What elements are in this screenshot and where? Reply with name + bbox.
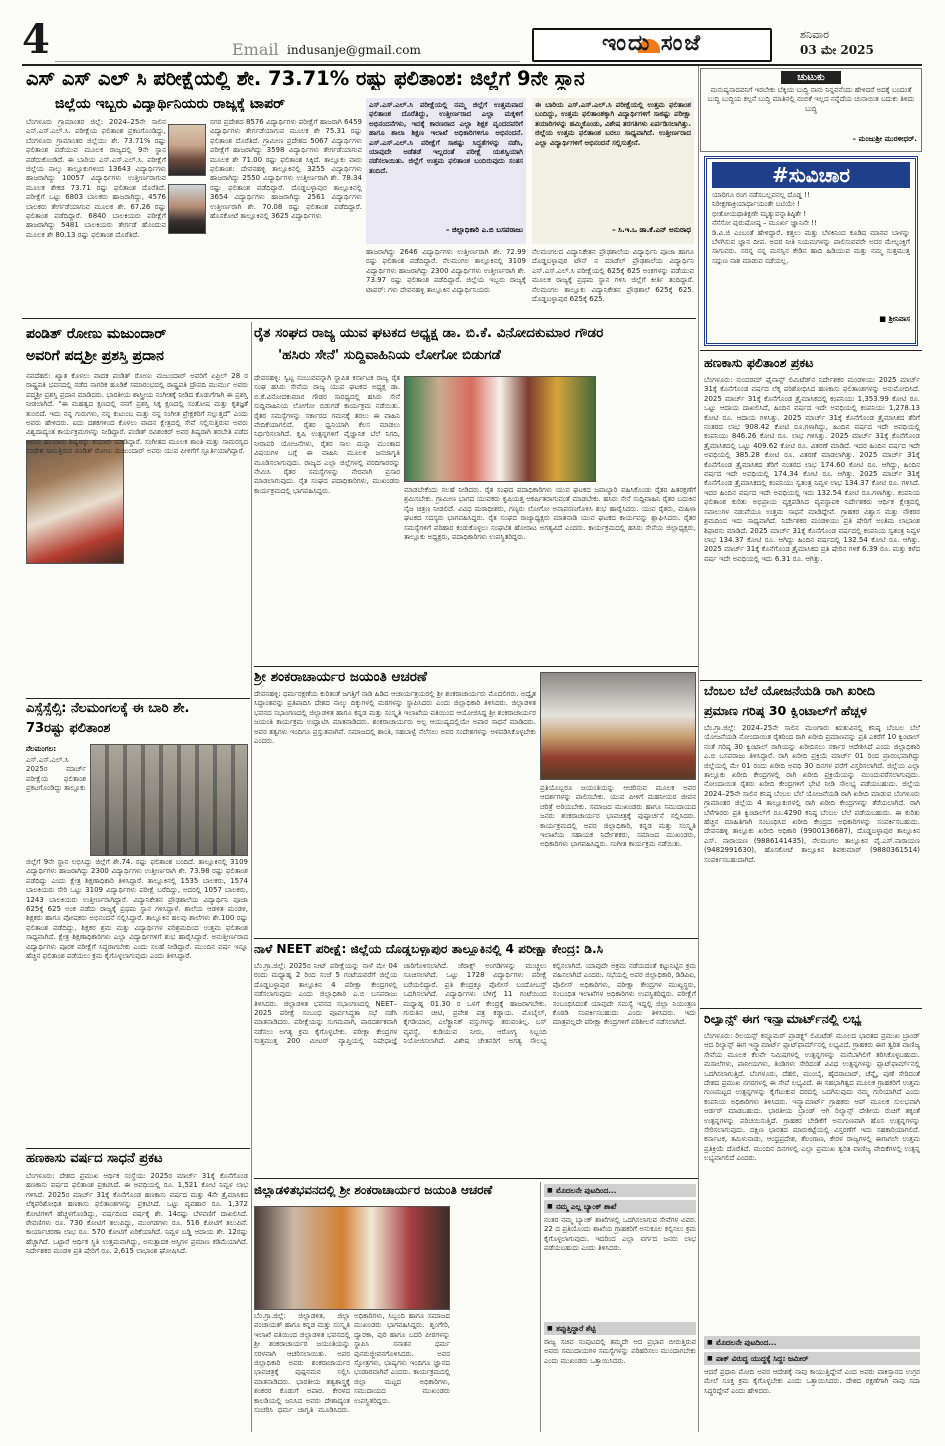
suvichara-title: #ಸುವಿಚಾರ	[712, 162, 910, 188]
neet-body: ಬೆಂ.ಗ್ರಾ.ಜಿಲ್ಲೆ: 2025ರ ನೀಟ್ ಪರೀಕ್ಷೆಯನ್ನು ನಾಳೆ ಮೇ 04 ರಂದು ಮಧ್ಯಾಹ್ನ 2 ರಿಂದ ಸಂಜೆ 5 ಗಂಟೆಯವರೆಗೆ ಜಿಲ್ಲೆಯ ದೊಡ್ಡಬಳ್ಳಾಪುರ ತಾಲ್ಲೂಕಿನ 4 ಪರೀಕ್ಷಾ ಕೇಂದ್ರಗಳಲ್ಲಿ ನಡೆಸಲಾಗುವುದು ಎಂದು ಜಿಲ್ಲಾಧಿಕಾರಿ ಎ.ಬಿ ಬಸವರಾಜು ತಿಳಿಸಿದರು. ಜಿಲ್ಲಾಡಳಿತ ಭವನದ ಸಭಾಂಗಣದಲ್ಲಿ NEET–2025 ಪರೀಕ್ಷೆ ಸಂಬಂಧ ಪೂರ್ವಸಿದ್ಧತಾ ಸಭೆ ನಡೆಸಿ ಮಾತನಾಡಿದರು. ಪರೀಕ್ಷೆಯನ್ನು ಸುಗಮವಾಗಿ, ಪಾರದರ್ಶಕವಾಗಿ ನಡೆಸಲು ಅಗತ್ಯ ಕ್ರಮ ಕೈಗೊಳ್ಳಬೇಕು. ಪರೀಕ್ಷಾ ಕೇಂದ್ರಗಳ ಸುತ್ತಮುತ್ತ 200 ಮೀಟರ್ ವ್ಯಾಪ್ತಿಯಲ್ಲಿ ನಿಷೇಧಾಜ್ಞೆ ಜಾರಿಗೊಳಿಸಲಾಗಿದೆ. ಜೆರಾಕ್ಸ್ ಅಂಗಡಿಗಳನ್ನು ಮುಚ್ಚಲು ಸೂಚಿಸಲಾಗಿದೆ. ಒಟ್ಟು 1728 ವಿದ್ಯಾರ್ಥಿಗಳು ಪರೀಕ್ಷೆ ಬರೆಯಲಿದ್ದಾರೆ. ಪ್ರತಿ ಕೇಂದ್ರಕ್ಕೂ ಪೊಲೀಸ್ ಬಂದೋಬಸ್ತ್ ಒದಗಿಸಲಾಗಿದೆ. ವಿದ್ಯಾರ್ಥಿಗಳು ಬೆಳಿಗ್ಗೆ 11 ಗಂಟೆಯಿಂದ ಮಧ್ಯಾಹ್ನ 01.30 ರ ಒಳಗೆ ಕೇಂದ್ರಕ್ಕೆ ಹಾಜರಾಗಬೇಕು. ಗುರುತಿನ ಚೀಟಿ, ಪ್ರವೇಶ ಪತ್ರ ಕಡ್ಡಾಯ. ಮೊಬೈಲ್, ಕೈಗಡಿಯಾರ, ಎಲೆಕ್ಟ್ರಾನಿಕ್ ವಸ್ತುಗಳನ್ನು ತರುವಂತಿಲ್ಲ. ಬಸ್ ವ್ಯವಸ್ಥೆ, ಕುಡಿಯುವ ನೀರು, ಆರೋಗ್ಯ ಸಿಬ್ಬಂದಿ ನಿಯೋಜಿಸಲಾಗಿದೆ. ವಿಶೇಷ ಚೇತನರಿಗೆ ಅಗತ್ಯ ಸೌಲಭ್ಯ ಕಲ್ಪಿಸಲಾಗಿದೆ. ಯಾವುದೇ ಅಕ್ರಮ ನಡೆಯದಂತೆ ಕಟ್ಟುನಿಟ್ಟಿನ ಕ್ರಮ ವಹಿಸಲಾಗಿದೆ ಎಂದರು. ಸಭೆಯಲ್ಲಿ ಅಪರ ಜಿಲ್ಲಾಧಿಕಾರಿ, ಡಿಡಿಪಿಐ, ಪೊಲೀಸ್ ಅಧಿಕಾರಿಗಳು, ಪರೀಕ್ಷಾ ಕೇಂದ್ರಗಳ ಮುಖ್ಯಸ್ಥರು, ಸಂಬಂಧಿತ ಇಲಾಖೆಗಳ ಅಧಿಕಾರಿಗಳು ಉಪಸ್ಥಿತರಿದ್ದರು. ಪರೀಕ್ಷೆಗೆ ಸಂಬಂಧಿಸಿದಂತೆ ಯಾವುದೇ ಸಮಸ್ಯೆ ಇದ್ದಲ್ಲಿ ಜಿಲ್ಲಾ ನಿಯಂತ್ರಣ ಕೊಠಡಿ ಸಂಪರ್ಕಿಸಬಹುದು ಎಂದು ತಿಳಿಸಿದರು. ಇದು ಮಾತ್ರವಲ್ಲದೇ ಪರೀಕ್ಷಾ ಕೇಂದ್ರಗಳಿಗೆ ಪರಿಶೀಲನೆ ನಡೆಸಲಾಗಿದೆ.	[254, 962, 696, 1046]
ragi-headline-1: ಬೆಂಬಲ ಬೆಲೆ ಯೋಜನೆಯಡಿ ರಾಗಿ ಖರೀದಿ	[704, 684, 876, 698]
email-label: Email	[232, 40, 279, 59]
suvichara-body: ಡಿ.ವಿ.ಜಿ ಎಂಬಂತೆ ಹೇಳಿದ್ದಾರೆ. ಕತ್ತಲು ಮತ್ತು ಬೆಳಕಿನಿಂದ ಕೂಡಿದ ಮಾನವ ಬಾಳನ್ನು ಬೆಳಗಿಸುವ ಜ್ಞಾನ ದೀಪ. ಅದರ ನೀತಿ ನಿಯಮಗಳನ್ನು ಪಾಲಿಸುವವರೇ ಅದರ ಮೇಲ್ಪಂಕ್ತಿಗೆ ಸಾಗುವರು. ನರನ್ನ ನನ್ನ ಮನಸ್ಸಿನ ಕೇಡಿನ ಹಾದಿ ಹಿಡಿಯುವ ಮತ್ತು ನಮ್ಮ ಸುತ್ತಮುತ್ತ ಸದ್ಗುಣ ನಾಶ ಮಾಡುವ ನಡೆಯಲ್ಲ.	[712, 228, 910, 265]
shankara-event-photo	[540, 672, 696, 780]
ragi-headline-2: ಪ್ರಮಾಣ ಗರಿಷ್ಠ 30 ಕ್ವಿಂಟಾಲ್‌ಗೆ ಹೆಚ್ಚಳ	[704, 704, 867, 718]
lead-col3: ಹಾಜರಾಗಿದ್ದು 2646 ವಿದ್ಯಾರ್ಥಿಗಳು ಉತ್ತೀರ್ಣರಾಗಿ ಶೇ. 72.99 ರಷ್ಟು ಫಲಿತಾಂಶ ಪಡೆದಿದ್ದಾರೆ. ನೆಲಮಂಗಲ ತಾಲ್ಲೂಕಿನಲ್ಲಿ 3109 ವಿದ್ಯಾರ್ಥಿಗಳು ಹಾಜರಾಗಿದ್ದು 2300 ವಿದ್ಯಾರ್ಥಿಗಳು ಉತ್ತೀರ್ಣರಾಗಿ ಶೇ. 73.97 ರಷ್ಟು ಫಲಿತಾಂಶ ಪಡೆದಿದ್ದಾರೆ. ಜಿಲ್ಲೆಯ ಇಬ್ಬರು ರಾಜ್ಯಕ್ಕೆ ಟಾಪರ್: ಗಳು ದೇವನಹಳ್ಳಿ ತಾಲ್ಲೂಕಿನ ವಿದ್ಯಾರ್ಥಿನಿಯರು	[366, 248, 526, 294]
raitha-headline-2: 'ಹಸಿರು ಸೇನೆ' ಸುದ್ದಿವಾಹಿನಿಯ ಲೋಗೋ ಬಿಡುಗಡೆ	[278, 348, 501, 363]
bullet-pak-war-body: ಆದರೆ ಪ್ರಧಾನಿ ಮೋದಿ ಅವರ ಆದೇಶಕ್ಕೆ ನಾವು ಕಾಯುತ್ತಿದ್ದೇವೆ ಎಂದ ಅವರು ಪಾಕಿಸ್ತಾನದ ಉಗ್ರರ ಮೇಲೆ ಸೂಕ್ತ ಕ್ರಮ ಕೈಗೊಳ್ಳಬೇಕು ಎಂದು ಒತ್ತಾಯಿಸಿದರು. ದೇಶದ ರಕ್ಷಣೆಗಾಗಿ ನಾವು ಸದಾ ಸಿದ್ಧರಿದ್ದೇವೆ ಎಂದು ಹೇಳಿದರು.	[704, 1368, 920, 1395]
shankara-body: ದೇವನಹಳ್ಳಿ: ಧರ್ಮರಕ್ಷಣೆಯ ಕುರಿತಂತೆ ಜಗತ್ತಿಗೆ ನಾಡಿ ಹಿಡಿದ ಆಚಾರ್ಯತ್ರಯರಲ್ಲಿ ಶ್ರೀ ಶಂಕರಾಚಾರ್ಯರು ಮೊದಲಿಗರು. ಅದ್ವೈತ ಸಿದ್ಧಾಂತವನ್ನು ಪ್ರತಿಪಾದಿಸಿ ದೇಶದ ನಾಲ್ಕು ದಿಕ್ಕುಗಳಲ್ಲಿ ಮಠಗಳನ್ನು ಸ್ಥಾಪಿಸಿದರು ಎಂದು ಜಿಲ್ಲಾಧಿಕಾರಿ ತಿಳಿಸಿದರು. ಜಿಲ್ಲಾಡಳಿತ ಭವನದ ಸಭಾಂಗಣದಲ್ಲಿ ಜಿಲ್ಲಾಡಳಿತ ಹಾಗೂ ಕನ್ನಡ ಮತ್ತು ಸಂಸ್ಕೃತಿ ಇಲಾಖೆಯ ವತಿಯಿಂದ ಆಯೋಜಿಸಿದ್ದ ಶ್ರೀ ಶಂಕರಾಚಾರ್ಯರ ಜಯಂತಿ ಕಾರ್ಯಕ್ರಮ ಉದ್ಘಾಟಿಸಿ ಮಾತನಾಡಿದರು. ಶಂಕರಾಚಾರ್ಯರು ಅಲ್ಪ ಆಯುಷ್ಯದಲ್ಲಿಯೇ ಅಪಾರ ಸಾಧನೆ ಮಾಡಿದರು. ಅವರ ತತ್ವಗಳು ಇಂದಿಗೂ ಪ್ರಸ್ತುತವಾಗಿವೆ. ಸಮಾಜದಲ್ಲಿ ಶಾಂತಿ, ಸಹಬಾಳ್ವೆ ನೆಲೆಸಲು ಅವರ ಸಂದೇಶಗಳನ್ನು ಅಳವಡಿಸಿಕೊಳ್ಳಬೇಕು ಎಂದರು.	[254, 690, 536, 746]
suvichara-line-1: ಯಾರಿಗೂ ರಂಗ ನಡೆಸಬಲ್ಲವನಲ್ಲ ದೊಡ್ಡ !!	[712, 191, 810, 199]
lead-col1: ಬೆಂಗಳೂರು ಗ್ರಾಮಾಂತರ ಜಿಲ್ಲೆ: 2024–25ನೇ ಸಾಲಿನ ಎಸ್.ಎಸ್.ಎಲ್.ಸಿ. ಪರೀಕ್ಷೆಯ ಫಲಿತಾಂಶ ಪ್ರಕಟಗೊಂಡಿದ್ದು, ಬೆಂಗಳೂರು ಗ್ರಾಮಾಂತರ ಜಿಲ್ಲೆಯು ಶೇ. 73.71% ರಷ್ಟು ಫಲಿತಾಂಶ ಪಡೆಯುವ ಮೂಲಕ ರಾಜ್ಯದಲ್ಲಿ 9ನೇ ಸ್ಥಾನ ಪಡೆದುಕೊಂಡಿದೆ. ಈ ಬಾರಿಯ ಎಸ್.ಎಸ್.ಎಲ್.ಸಿ. ಪರೀಕ್ಷೆಗೆ ಜಿಲ್ಲೆಯ ನಾಲ್ಕು ತಾಲ್ಲೂಕುಗಳಿಂದ 13643 ವಿದ್ಯಾರ್ಥಿಗಳು ಹಾಜರಾಗಿದ್ದು 10057 ವಿದ್ಯಾರ್ಥಿಗಳು ಉತ್ತೀರ್ಣರಾಗುವ ಮೂಲಕ ಶೇಕಡ 73.71 ರಷ್ಟು ಫಲಿತಾಂಶ ದೊರೆತಿದೆ. ಪರೀಕ್ಷೆಗೆ ಒಟ್ಟು 6803 ಬಾಲಕರು ಹಾಜರಾಗಿದ್ದು, 4576 ಬಾಲಕರು ತೇರ್ಗಡೆಯಾಗುವ ಮೂಲಕ ಶೇ. 67.26 ರಷ್ಟು ಫಲಿತಾಂಶ ಪಡೆದಿದ್ದಾರೆ. 6840 ಬಾಲಕಿಯರು ಪರೀಕ್ಷೆಗೆ ಹಾಜರಾಗಿದ್ದು 5481 ಬಾಲಕಿಯರು ತೇರ್ಗಡೆ ಹೊಂದುವ ಮೂಲಕ ಶೇ 80.13 ರಷ್ಟು ಫಲಿತಾಂಶ ದೊರೆತಿದೆ.	[26, 118, 166, 239]
padmashri-body: ನವದೆಹಲಿ: ಖ್ಯಾತ ಕೊಳಲು ವಾದಕ ಪಂಡಿತ್ ರೋಣು ಮಜುಂದಾರ್ ಅವರಿಗೆ ಏಪ್ರಿಲ್ 28 ರ ರಾಷ್ಟ್ರಪತಿ ಭವನದಲ್ಲಿ ನಡೆದ ನಾಗರಿಕ ಹೂಡಿಕೆ ಸಮಾರಂಭದಲ್ಲಿ ರಾಷ್ಟ್ರಪತಿ ದ್ರೌಪದಿ ಮುರ್ಮು ಅವರು ಪದ್ಮಶ್ರೀ ಪ್ರಶಸ್ತಿ ಪ್ರದಾನ ಮಾಡಿದರು. ಭಾರತೀಯ ಶಾಸ್ತ್ರೀಯ ಸಂಗೀತಕ್ಕೆ ನೀಡಿದ ಕೊಡುಗೆಗಾಗಿ ಈ ಪ್ರಶಸ್ತಿ ನೀಡಲಾಗಿದೆ. "ಈ ಮಹತ್ವದ ಕ್ಷಣದಲ್ಲಿ ನನಗೆ ಪ್ರಶಸ್ತಿ ಸಿಕ್ಕ ಕ್ಷಣದಲ್ಲಿ ಸಂತೋಷ ಮತ್ತು ಕೃತಜ್ಞತೆ ತುಂಬಿದೆ. ಇದು ನನ್ನ ಗುರುಗಳು, ನನ್ನ ಕುಟುಂಬ ಮತ್ತು ನನ್ನ ಸಂಗೀತ ಪ್ರೇಕ್ಷಕರಿಗೆ ಸಲ್ಲುತ್ತದೆ" ಎಂದು ಅವರು ಹೇಳಿದರು. ಐದು ದಶಕಗಳಿಂದ ಕೊಳಲು ವಾದನ ಕ್ಷೇತ್ರದಲ್ಲಿ ಸೇವೆ ಸಲ್ಲಿಸುತ್ತಿರುವ ಅವರು ವಿಶ್ವದಾದ್ಯಂತ ಕಾರ್ಯಕ್ರಮಗಳನ್ನು ನೀಡಿದ್ದಾರೆ. ಪಂಡಿತ್ ರವಿಶಂಕರ್ ಅವರ ಶಿಷ್ಯರಾಗಿ ತರಬೇತಿ ಪಡೆದ ಅವರು ಹಲವಾರು ಶಿಷ್ಯರನ್ನು ತಯಾರು ಮಾಡಿದ್ದಾರೆ. ಸಂಗೀತದ ಮೂಲಕ ಶಾಂತಿ ಮತ್ತು ಸಾಮರಸ್ಯದ ಸಂದೇಶ ಸಾರುತ್ತಿರುವ ಪಂಡಿತ್ ರೋಣು ಮಜುಂದಾರ್ ಅವರು ಯುವ ಪೀಳಿಗೆಗೆ ಸ್ಫೂರ್ತಿಯಾಗಿದ್ದಾರೆ.	[26, 372, 248, 456]
quote-ceo-text: ಈ ಬಾರಿಯ ಎಸ್.ಎಸ್.ಎಲ್.ಸಿ ಪರೀಕ್ಷೆಯಲ್ಲಿ ಉತ್ತಮ ಫಲಿತಾಂಶ ಬಂದಿದ್ದು, ಉತ್ತಮ ಫಲಿತಾಂಶಕ್ಕಾಗಿ ವಿದ್ಯಾರ್ಥಿಗಳಿಗೆ ಸಾಕಷ್ಟು ಪರೀಕ್ಷಾ ತಯಾರಿಗಳನ್ನು ಹಮ್ಮಿಕೊಂಡು, ವಿಶೇಷ ತರಗತಿಗಳು ಏರ್ಪಡಿಸಲಾಗಿತ್ತು. ಜಿಲ್ಲೆಯ ಉತ್ತಮ ಫಲಿತಾಂಶ ಬರಲು ಸಾಧ್ಯವಾಗಿದೆ. ಉತ್ತೀರ್ಣರಾದ ಎಲ್ಲಾ ವಿದ್ಯಾರ್ಥಿಗಳಿಗೆ ಅಭಿನಂದನೆ ಸಲ್ಲಿಸುತ್ತೇನೆ.	[535, 101, 691, 147]
chutuku-body: ಮನುಷ್ಯನಾದವನಿಗೆ ಇರಬೇಕು ಬೆಕ್ಕಿಯ ಬುದ್ಧಿ ನಾನು ನಿನ್ನವನೆಂದು ಹೇಳಿದರೆ ಅದಕ್ಕೆ ಬಂದಂತೆ ಬುದ್ಧಿ ಬುದ್ಧಿಯ ಕಲ್ಪನೆ ಬುದ್ಧಿ ಮಾತಿನಲ್ಲಿ ನಂಬಿಕೆ ಇಲ್ಲದ ನನ್ನೆದೆಯ ಚುನಾಯಿತ ಬದುಕು ತಿಳಿದು ಬುದ್ಧಿ	[707, 86, 915, 113]
raitha-headline-1: ರೈತ ಸಂಘದ ರಾಜ್ಯ ಯುವ ಘಟಕದ ಅಧ್ಯಕ್ಷ ಡಾ. ಬಿ.ಕೆ. ವಿನೋದಕುಮಾರ ಗೌಡರ	[254, 326, 604, 341]
raitha-logo-photo	[404, 376, 596, 482]
shankara-headline: ಶ್ರೀ ಶಂಕರಾಚಾರ್ಯರ ಜಯಂತಿ ಆಚರಣೆ	[254, 670, 427, 685]
email-value[interactable]: indusanje@gmail.com	[287, 43, 421, 57]
bullet-first-page: ■ ಮೊದಲನೇ ಪುಟದಿಂದ...	[544, 1184, 696, 1197]
lead-subhead: ಜಿಲ್ಲೆಯ ಇಬ್ಬರು ವಿದ್ಯಾರ್ಥಿನಿಯರು ರಾಜ್ಯಕ್ಕೆ ಟಾಪರ್	[55, 96, 286, 112]
nelamangala-headline-1: ಎಸ್ಸೆಸ್ಸೆಲ್ಸಿ: ನೆಲಮಂಗಲಕ್ಕೆ ಈ ಬಾರಿ ಶೇ.	[26, 702, 190, 716]
suvichara-line-2: ನಿರೀಕ್ಷಣಾಕ್ರಿಯಾರ್ಥಾಯಂತೇ ಬಟಿಯೇ !	[712, 200, 800, 209]
ragi-body: ಬೆಂ.ಗ್ರಾ.ಜಿಲ್ಲೆ: 2024–25ನೇ ಸಾಲಿನ ಮುಂಗಾರು ಋತುವಿನಲ್ಲಿ ಕನಿಷ್ಠ ಬೆಂಬಲ ಬೆಲೆ ಯೋಜನೆಯಡಿ ನೋಂದಾಯಿತ ರೈತರಿಂದ ರಾಗಿ ಖರೀದಿ ಪ್ರಮಾಣವನ್ನು ಪ್ರತಿ ಎಕರೆಗೆ 10 ಕ್ವಿಂಟಾಲ್ ನಂತೆ ಗರಿಷ್ಠ 30 ಕ್ವಿಂಟಾಲ್ ರಾಗಿಯನ್ನು ಖರೀದಿಸಲು ಸರ್ಕಾರ ಆದೇಶಿಸಿದೆ ಎಂದು ಜಿಲ್ಲಾಧಿಕಾರಿ ಎ.ಬಿ ಬಸವರಾಜು ತಿಳಿಸಿದ್ದಾರೆ. ರಾಗಿ ಖರೀದಿ ಪ್ರಕ್ರಿಯೆ ಮಾರ್ಚ್ 01 ರಿಂದ ಪ್ರಾರಂಭವಾಗಿದ್ದು ಜಿಲ್ಲೆಯಲ್ಲಿ ಮೇ 01 ರಂದು ಖರೀದಿ ಅವಧಿ 30 ದಿನಗಳ ವರೆಗೆ ವಿಸ್ತರಿಸಲಾಗಿದೆ. ಜಿಲ್ಲೆಯ ಎಲ್ಲಾ ತಾಲ್ಲೂಕು ಖರೀದಿ ಕೇಂದ್ರಗಳಲ್ಲಿ ರಾಗಿ ಖರೀದಿ ಪ್ರಕ್ರಿಯೆಯನ್ನು ಮುಂದುವರೆಸಲಾಗುವುದು. ನೋಂದಾಯಿತ ರೈತರು ಖರೀದಿ ಕೇಂದ್ರಗಳಿಗೆ ಭೇಟಿ ನೀಡಿ ಸೌಲಭ್ಯ ಪಡೆಯಬಹುದು. ಜಿಲ್ಲೆಯ 2024–25ನೇ ಸಾಲಿನ ಕನಿಷ್ಠ ಬೆಂಬಲ ಬೆಲೆ ಯೋಜನೆಯಡಿ ರಾಗಿ ಖರೀದಿ ಮಾಡುವ ಬೆಂಗಳೂರು ಗ್ರಾಮಾಂತರ ಜಿಲ್ಲೆಯ 4 ತಾಲ್ಲೂಕುಗಳಲ್ಲಿ ರಾಗಿ ಖರೀದಿ ಕೇಂದ್ರಗಳನ್ನು ತೆರೆಯಲಾಗಿದೆ. ರಾಗಿ ಬೆಳೆಗಾರರು ಪ್ರತಿ ಕ್ವಿಂಟಾಲ್‌ಗೆ ರೂ.4290 ಕನಿಷ್ಠ ಬೆಂಬಲ ಬೆಲೆ ಪಡೆಯಬಹುದು. ಈ ಕುರಿತು ಹೆಚ್ಚಿನ ಮಾಹಿತಿಗಾಗಿ ಸಂಬಂಧಿಸಿದ ಖರೀದಿ ಕೇಂದ್ರದ ಅಧಿಕಾರಿಗಳನ್ನು ಸಂಪರ್ಕಿಸಬಹುದು. ದೇವನಹಳ್ಳಿ ತಾಲ್ಲೂಕು ಖರೀದಿ ಅಧಿಕಾರಿ (9900136687), ದೊಡ್ಡಬಳ್ಳಾಪುರ ತಾಲ್ಲೂಕಿನ ಎಸ್. ನಾರಾಯಣ (9886141435), ನೆಲಮಂಗಲ ತಾಲ್ಲೂಕಿನ ವೈ.ಎಸ್.ನಾರಾಯಣ (9482991630), ಹೊಸಕೋಟೆ ತಾಲ್ಲೂಕಿನ ಶಿವಕುಮಾರ್ (9880361514) ಸಂಪರ್ಕಿಸಬಹುದಾಗಿದೆ.	[704, 724, 920, 864]
nelamangala-dateline: ನೆಲಮಂಗಲ:	[26, 744, 57, 753]
hanakasu-result-body: ಬೆಂಗಳೂರು: ಸುಂದರಮ್ ಫೈನಾನ್ಸ್ ಲಿಮಿಟೆಡ್‌ನ ನಿರ್ದೇಶಕರ ಮಂಡಳಿಯು 2025 ಮಾರ್ಚ್ 31ಕ್ಕೆ ಕೊನೆಗೊಂಡ ವರ್ಷದ ಲೆಕ್ಕ ಪರಿಶೋಧಿಸಿದ ಹಣಕಾಸು ಫಲಿತಾಂಶಗಳನ್ನು ಅನುಮೋದಿಸಿದೆ. 2025 ಮಾರ್ಚ್ 31ಕ್ಕೆ ಕೊನೆಗೊಂಡ ತ್ರೈಮಾಸಿಕದಲ್ಲಿ ಕಂಪನಿಯು 1,353.99 ಕೋಟಿ ರೂ. ಒಟ್ಟು ಆದಾಯ ದಾಖಲಿಸಿದೆ, ಹಿಂದಿನ ವರ್ಷದ ಇದೇ ಅವಧಿಯಲ್ಲಿ ಕಂಪನಿಯು 1,278.13 ಕೋಟಿ ರೂ. ಆದಾಯ ಗಳಿಸಿತ್ತು. 2025 ಮಾರ್ಚ್ 31ಕ್ಕೆ ಕೊನೆಗೊಂಡ ತ್ರೈಮಾಸಿಕದ ತೆರಿಗೆ ನಂತರದ ಲಾಭ 908.42 ಕೋಟಿ ರೂ.ಗಳಾಗಿದ್ದು, ಹಿಂದಿನ ವರ್ಷದ ಇದೇ ಅವಧಿಯಲ್ಲಿ ಕಂಪನಿಯು 846.26 ಕೋಟಿ ರೂ. ಲಾಭ ಗಳಿಸಿತ್ತು. 2025 ಮಾರ್ಚ್ 31ಕ್ಕೆ ಕೊನೆಗೊಂಡ ತ್ರೈಮಾಸಿಕದಲ್ಲಿ ಒಟ್ಟು 409.62 ಕೋಟಿ ರೂ. ವಿತರಣೆ ಮಾಡಿದೆ. ಇದರ ಹಿಂದಿನ ವರ್ಷದ ಇದೇ ಅವಧಿಯಲ್ಲಿ 385.28 ಕೋಟಿ ರೂ. ವಿತರಣೆ ಮಾಡಲಾಗಿತ್ತು. 2025 ಮಾರ್ಚ್ 31ಕ್ಕೆ ಕೊನೆಗೊಂಡ ತ್ರೈಮಾಸಿಕದ ತೆರಿಗೆ ನಂತರದ ಲಾಭ 174.60 ಕೋಟಿ ರೂ. ಆಗಿದ್ದು, ಹಿಂದಿನ ವರ್ಷದ ಇದೇ ಅವಧಿಯಲ್ಲಿ 174.34 ಕೋಟಿ ರೂ. ಆಗಿತ್ತು. 2025 ಮಾರ್ಚ್ 31ಕ್ಕೆ ಕೊನೆಗೊಂಡ ತ್ರೈಮಾಸಿಕದಲ್ಲಿ ಕಂಪನಿಯು ಸ್ವತಂತ್ರ ನಿವ್ವಳ ಲಾಭ 134.37 ಕೋಟಿ ರೂ. ಗಳಿಸಿದೆ. ಇದರ ಹಿಂದಿನ ವರ್ಷದ ಇದೇ ಅವಧಿಯಲ್ಲಿ ಇದು 132.54 ಕೋಟಿ ರೂ.ಗಳಾಗಿತ್ತು. ಕಂಪನಿಯ ಫಲಿತಾಂಶ ಕುರಿತು ಅಭಿಪ್ರಾಯ ವ್ಯಕ್ತಪಡಿಸಿದ ವ್ಯವಸ್ಥಾಪಕ ನಿರ್ದೇಶಕರು ಆರ್ಥಿಕ ಕ್ಷೇತ್ರದಲ್ಲಿ ಸವಾಲುಗಳ ನಡುವೆಯೂ ಉತ್ತಮ ಸಾಧನೆ ಮಾಡಿದ್ದೇವೆ. ಗ್ರಾಹಕರ ವಿಶ್ವಾಸ ಮತ್ತು ನೌಕರರ ಶ್ರಮದಿಂದ ಇದು ಸಾಧ್ಯವಾಗಿದೆ. ನಿರ್ದೇಶಕರ ಮಂಡಳಿಯು ಪ್ರತಿ ಷೇರಿಗೆ ಅಂತಿಮ ಲಾಭಾಂಶ ಶಿಫಾರಸು ಮಾಡಿದೆ. 2025 ಮಾರ್ಚ್ 31ಕ್ಕೆ ಕೊನೆಗೊಂಡ ವರ್ಷದಲ್ಲಿ ಕಂಪನಿಯ ಸ್ವತಂತ್ರ ನಿವ್ವಳ ಲಾಭ 134.37 ಕೋಟಿ ರೂ. ಆಗಿದ್ದು ಹಿಂದಿನ ವರ್ಷದಲ್ಲಿ 132.54 ಕೋಟಿ ರೂ. ಆಗಿತ್ತು. 2025 ಮಾರ್ಚ್ 31ಕ್ಕೆ ಕೊನೆಗೊಂಡ ತ್ರೈಮಾಸಿಕದ ಪ್ರತಿ ಷೇರಿನ ಗಳಿಕೆ 6.39 ರೂ. ಮತ್ತು ಕಳೆದ ವರ್ಷ ಇದೇ ಅವಧಿಯಲ್ಲಿ ಇದು 6.31 ರೂ. ಆಗಿತ್ತು.	[704, 376, 920, 563]
masthead-logo	[532, 28, 772, 62]
quote-dc-author: – ಜಿಲ್ಲಾಧಿಕಾರಿ ಎ.ಬಿ ಬಸವರಾಜು	[445, 225, 523, 234]
suvichara-line-3: ಭೀತೋಯಥಾತಿಕ್ಷಣೇ ಮೃತ್ಯುವನ್ನಾತಿಷ್ಠಿತೇ !	[712, 209, 807, 218]
logo-text: ಇಂದು ಸಂಜೆ	[601, 31, 702, 56]
topper-photo-2	[168, 184, 206, 234]
masthead-day: ಶನಿವಾರ	[800, 28, 829, 41]
bullet-shetty: ■ ತಪ್ಪುತ್ತಿದ್ದಾರೆ ಶೆಟ್ಟಿ	[544, 1322, 696, 1335]
hanakasu-year-body: ಬೆಂಗಳೂರು: ದೇಶದ ಪ್ರಮುಖ ಆರ್ಥಿಕ ಸಂಸ್ಥೆಯು 2025ರ ಮಾರ್ಚ್ 31ಕ್ಕೆ ಕೊನೆಗೊಂಡ ಹಣಕಾಸು ವರ್ಷದ ಫಲಿತಾಂಶ ಪ್ರಕಟಿಸಿದೆ. ಈ ಅವಧಿಯಲ್ಲಿ ರೂ. 1,521 ಕೋಟಿ ನಿವ್ವಳ ಲಾಭ ಗಳಿಸಿದೆ. 2025ರ ಮಾರ್ಚ್ 31ಕ್ಕೆ ಕೊನೆಗೊಂಡ ಹಣಕಾಸು ವರ್ಷದ ಮತ್ತು 4ನೇ ತ್ರೈಮಾಸಿಕದ ಲೆಕ್ಕಪರಿಶೋಧಿತ ಹಣಕಾಸು ಫಲಿತಾಂಶಗಳನ್ನು ಪ್ರಕಟಿಸಿದೆ. ಒಟ್ಟು ವ್ಯವಹಾರ ರೂ. 1,372 ಕೋಟಿಗಳಿಗೆ ಹೆಚ್ಚಳಗೊಂಡಿದ್ದು, ವರ್ಷದಿಂದ ವರ್ಷಕ್ಕೆ ಶೇ. 14ರಷ್ಟು ಬೆಳವಣಿಗೆ ದಾಖಲಿಸಿದೆ. ಠೇವಣಿಗಳು ರೂ. 730 ಕೋಟಿಗೆ ತಲುಪಿದ್ದು, ಮುಂಗಡಗಳು ರೂ. 516 ಕೋಟಿಗೆ ತಲುಪಿವೆ. ಕಾರ್ಯಾಚರಣಾ ಲಾಭ ರೂ. 570 ಕೋಟಿಗೆ ಏರಿಕೆಯಾಗಿದೆ. ನಿವ್ವಳ ಬಡ್ಡಿ ಆದಾಯ ಶೇ. 12ರಷ್ಟು ಹೆಚ್ಚಾಗಿದೆ. ಒಟ್ಟಾರೆ ಆರ್ಥಿಕ ಸ್ಥಿತಿ ಉತ್ತಮವಾಗಿದ್ದು, ಅನುತ್ಪಾದಕ ಆಸ್ತಿಗಳ ಪ್ರಮಾಣ ಕಡಿಮೆಯಾಗಿದೆ. ನಿರ್ದೇಶಕರ ಮಂಡಳಿ ಪ್ರತಿ ಷೇರಿಗೆ ರೂ. 2,615 ಲಾಭಾಂಶ ಘೋಷಿಸಿದೆ.	[26, 1172, 248, 1256]
header-line	[55, 61, 520, 62]
lead-col4: ನೆಲಮಂಗಲದ ವಿದ್ಯಾನಿಕೇತನ ಪ್ರೌಢಶಾಲೆಯ ವಿದ್ಯಾರ್ಥಿನಿ ಪೂಜಾ ಹಾಗೂ ದೊಡ್ಡಬಳ್ಳಾಪುರ ಟೌನ್ ನ ಮಾಡೆಲ್ ಪ್ರೌಢಶಾಲೆಯ ವಿದ್ಯಾರ್ಥಿನಿ ಎಸ್.ಎಸ್.ಎಲ್.ಸಿ ಪರೀಕ್ಷೆಯಲ್ಲಿ 625ಕ್ಕೆ 625 ಅಂಕಗಳನ್ನು ಪಡೆಯುವ ಮೂಲಕ ರಾಜ್ಯಕ್ಕೆ ಪ್ರಥಮ ಸ್ಥಾನ ಗಳಿಸಿ ಜಿಲ್ಲೆಗೆ ಕೀರ್ತಿ ತಂದಿದ್ದಾರೆ. ನೆಲಮಂಗಲ ತಾಲ್ಲೂಕು ವಿದ್ಯಾನಿಕೇತನ ಪ್ರೌಢಶಾಲೆ 625ಕ್ಕೆ 625. ದೊಡ್ಡಬಳ್ಳಾಪುರ 625ಕ್ಕೆ 625.	[532, 248, 694, 304]
raitha-body: ದೇವನಹಳ್ಳಿ: ಸ್ವಿಟ್ಟ ನಂಬುವವನ್ನಾಗಿ ಸ್ಥಾಪಿತ ಕರ್ನಾಟಕ ರಾಜ್ಯ ರೈತ ಸಂಘ ಹಸಿರು ಸೇನೆಯ ರಾಜ್ಯ ಯುವ ಘಟಕದ ಅಧ್ಯಕ್ಷ ಡಾ. ಬಿ.ಕೆ.ವಿನೋದಕುಮಾರ ಗೌಡರ ಸಾರಥ್ಯದಲ್ಲಿ ಹಸಿರು ಸೇನೆ ಸುದ್ದಿವಾಹಿನಿಯ ಲೋಗೋ ಬಿಡುಗಡೆ ಕಾರ್ಯಕ್ರಮ ನಡೆಯಿತು. ರೈತರ ಸಮಸ್ಯೆಗಳನ್ನು ಸರ್ಕಾರದ ಗಮನಕ್ಕೆ ತರಲು ಈ ವಾಹಿನಿ ವೇದಿಕೆಯಾಗಲಿದೆ. ರೈತರ ಧ್ವನಿಯಾಗಿ ಕೆಲಸ ಮಾಡಲು ನಿರ್ಧರಿಸಲಾಗಿದೆ. ಕೃಷಿ ಉತ್ಪನ್ನಗಳಿಗೆ ವೈಜ್ಞಾನಿಕ ಬೆಲೆ ನಿಗದಿ, ನೀರಾವರಿ ಯೋಜನೆಗಳು, ರೈತರ ಸಾಲ ಮನ್ನಾ ಮುಂತಾದ ವಿಷಯಗಳ ಬಗ್ಗೆ ಈ ವಾಹಿನಿ ಮೂಲಕ ಜನಜಾಗೃತಿ ಮೂಡಿಸಲಾಗುವುದು. ರಾಜ್ಯದ ಎಲ್ಲಾ ಜಿಲ್ಲೆಗಳಲ್ಲಿ ವರದಿಗಾರರನ್ನು ನೇಮಿಸಿ ರೈತರ ಸಮಸ್ಯೆಗಳನ್ನು ನೇರವಾಗಿ ಪ್ರಸಾರ ಮಾಡಲಾಗುವುದು. ರೈತ ಸಂಘದ ಪದಾಧಿಕಾರಿಗಳು, ಮುಖಂಡರು ಕಾರ್ಯಕ್ರಮದಲ್ಲಿ ಭಾಗವಹಿಸಿದ್ದರು.	[254, 374, 400, 495]
reliance-body: ಬೆಂಗಳೂರು: ರಿಲಯನ್ಸ್ ಕನ್ಸ್ಯೂಮರ್ ಪ್ರಾಡಕ್ಟ್ಸ್ ಲಿಮಿಟೆಡ್ ಮೂಲದ ಭಾರತದ ಪ್ರಮುಖ ಬ್ರಾಂಡ್ ಆದ ರಿಲ್ಯಾನ್ಸ್ ಈಗ ಇನ್ಸ್ಟಾಮಾರ್ಟ್ ಪ್ಲಾಟ್‌ಫಾರ್ಮ್‌ನಲ್ಲಿ ಲಭ್ಯವಿದೆ. ಗ್ರಾಹಕರು ಈಗ ತ್ವರಿತ ವಾಣಿಜ್ಯ ಸೇವೆಯ ಮೂಲಕ ಕೆಲವೇ ನಿಮಿಷಗಳಲ್ಲಿ ಉತ್ಪನ್ನಗಳನ್ನು ಮನೆಬಾಗಿಲಿಗೆ ತರಿಸಿಕೊಳ್ಳಬಹುದು. ಮಸಾಲೆಗಳು, ಪಾನೀಯಗಳು, ತಿಂಡಿಗಳು ಸೇರಿದಂತೆ ವಿವಿಧ ಉತ್ಪನ್ನಗಳನ್ನು ಪ್ಲಾಟ್‌ಫಾರ್ಮ್‌ನಲ್ಲಿ ಒದಗಿಸಲಾಗುತ್ತಿದೆ. ಬೆಂಗಳೂರು, ದೆಹಲಿ, ಮುಂಬೈ, ಹೈದರಾಬಾದ್, ಚೆನ್ನೈ, ಪುಣೆ ಸೇರಿದಂತೆ ದೇಶದ ಪ್ರಮುಖ ನಗರಗಳಲ್ಲಿ ಈ ಸೇವೆ ಲಭ್ಯವಿದೆ. ಈ ಸಹಭಾಗಿತ್ವದ ಮೂಲಕ ಗ್ರಾಹಕರಿಗೆ ಉತ್ತಮ ಗುಣಮಟ್ಟದ ಉತ್ಪನ್ನಗಳನ್ನು ಕೈಗೆಟುಕುವ ದರದಲ್ಲಿ ಒದಗಿಸುವುದು ನಮ್ಮ ಗುರಿಯಾಗಿದೆ ಎಂದು ಕಂಪನಿಯ ಅಧಿಕಾರಿಗಳು ತಿಳಿಸಿದರು. ಇನ್ಸ್ಟಾಮಾರ್ಟ್ ಗ್ರಾಹಕರು ಆಪ್ ಮೂಲಕ ಸುಲಭವಾಗಿ ಆರ್ಡರ್ ಮಾಡಬಹುದು. ಭಾರತೀಯ ಬ್ರಾಂಡ್ ಆಗಿ ರಿಲ್ಯಾನ್ಸ್ ದೇಶೀಯ ರುಚಿಗೆ ತಕ್ಕಂತೆ ಉತ್ಪನ್ನಗಳನ್ನು ಪರಿಚಯಿಸುತ್ತಿದೆ. ಗ್ರಾಹಕರ ಬೇಡಿಕೆಗೆ ಅನುಗುಣವಾಗಿ ಹೊಸ ಉತ್ಪನ್ನಗಳನ್ನು ಸೇರಿಸಲಾಗುವುದು. ದಕ್ಷಿಣ ಭಾರತದ ಮಾರುಕಟ್ಟೆಯಲ್ಲಿ ವಿಸ್ತರಣೆಗೆ ಇದು ಸಹಕಾರಿಯಾಗಲಿದೆ. ಕರ್ನಾಟಕ, ತಮಿಳುನಾಡು, ಆಂಧ್ರಪ್ರದೇಶ, ತೆಲಂಗಾಣ, ಕೇರಳ ರಾಜ್ಯಗಳಲ್ಲಿ ಈಗಾಗಲೇ ಉತ್ತಮ ಪ್ರತಿಕ್ರಿಯೆ ದೊರೆತಿದೆ. ಮುಂದಿನ ದಿನಗಳಲ್ಲಿ ಎಲ್ಲಾ ಪ್ರಮುಖ ತ್ವರಿತ ವಾಣಿಜ್ಯ ವೇದಿಕೆಗಳಲ್ಲಿ ಉತ್ಪನ್ನ ಲಭ್ಯವಾಗಲಿದೆ ಎಂದರು.	[704, 1032, 920, 1163]
bullet-reliance-first-page: ■ ಮೊದಲನೇ ಪುಟದಿಂದ...	[704, 1336, 920, 1349]
topper-photo-1	[168, 124, 206, 176]
chutuku-author: – ಮಂಜುಶ್ರೀ ಮುರಳೀಧರ್.	[852, 134, 917, 143]
nelamangala-body: ಜಿಲ್ಲೆಗೆ 9ನೇ ಸ್ಥಾನ ಲಭಿಸಿದ್ದು ಜಿಲ್ಲೆಗೆ ಶೇ.74. ರಷ್ಟು ಫಲಿತಾಂಶ ಬಂದಿದೆ. ತಾಲ್ಲೂಕಿನಲ್ಲಿ 3109 ವಿದ್ಯಾರ್ಥಿಗಳು ಹಾಜರಾಗಿದ್ದು 2300 ವಿದ್ಯಾರ್ಥಿಗಳು ಉತ್ತೀರ್ಣರಾಗಿ ಶೇ. 73.98 ರಷ್ಟು ಫಲಿತಾಂಶ ಪಡೆದಿದ್ದು ಎಂದು ಕ್ಷೇತ್ರ ಶಿಕ್ಷಣಾಧಿಕಾರಿ ತಿಳಿಸಿದ್ದಾರೆ. ತಾಲ್ಲೂಕಿನಲ್ಲಿ 1535 ಬಾಲಕರು, 1574 ಬಾಲಕಿಯರು ಸೇರಿ ಒಟ್ಟು 3109 ವಿದ್ಯಾರ್ಥಿಗಳು ಪರೀಕ್ಷೆ ಬರೆದಿದ್ದು, ಅದರಲ್ಲಿ 1057 ಬಾಲಕರು, 1243 ಬಾಲಕಿಯರು ಉತ್ತೀರ್ಣರಾಗಿದ್ದಾರೆ. ವಿದ್ಯಾನಿಕೇತನ ಪ್ರೌಢಶಾಲೆಯ ವಿದ್ಯಾರ್ಥಿನಿ ಪೂಜಾ 625ಕ್ಕೆ 625 ಅಂಕ ಪಡೆದು ರಾಜ್ಯಕ್ಕೆ ಪ್ರಥಮ ಸ್ಥಾನ ಗಳಿಸಿದ್ದಾಳೆ. ಶಾಲೆಯ ಆಡಳಿತ ಮಂಡಳಿ, ಶಿಕ್ಷಕರು ಹಾಗೂ ಪೋಷಕರು ಅಭಿನಂದನೆ ಸಲ್ಲಿಸಿದ್ದಾರೆ. ತಾಲ್ಲೂಕಿನ ಹಲವು ಶಾಲೆಗಳು ಶೇ.100 ರಷ್ಟು ಫಲಿತಾಂಶ ಪಡೆದಿದ್ದು, ಶಿಕ್ಷಕರ ಶ್ರಮ ಮತ್ತು ವಿದ್ಯಾರ್ಥಿಗಳ ಪರಿಶ್ರಮದಿಂದ ಉತ್ತಮ ಫಲಿತಾಂಶ ಸಾಧ್ಯವಾಗಿದೆ. ಕ್ಷೇತ್ರ ಶಿಕ್ಷಣಾಧಿಕಾರಿಗಳು ಎಲ್ಲಾ ವಿದ್ಯಾರ್ಥಿಗಳಿಗೆ ಶುಭ ಹಾರೈಸಿದ್ದಾರೆ. ಅನುತ್ತೀರ್ಣರಾದ ವಿದ್ಯಾರ್ಥಿಗಳು ಪೂರಕ ಪರೀಕ್ಷೆಗೆ ಸಿದ್ಧರಾಗಬೇಕು ಎಂದು ಸಲಹೆ ನೀಡಿದ್ದಾರೆ. ಮುಂದಿನ ವರ್ಷ ಇನ್ನೂ ಹೆಚ್ಚಿನ ಫಲಿತಾಂಶ ಪಡೆಯಲು ಕ್ರಮ ಕೈಗೊಳ್ಳಲಾಗುವುದು ಎಂದು ತಿಳಿಸಿದ್ದಾರೆ.	[26, 858, 248, 961]
quote-dc-text: ಎಸ್.ಎಸ್.ಎಲ್.ಸಿ ಪರೀಕ್ಷೆಯಲ್ಲಿ ನಮ್ಮ ಜಿಲ್ಲೆಗೆ ಉತ್ತಮವಾದ ಫಲಿತಾಂಶ ದೊರೆತಿದ್ದು, ಉತ್ತೀರ್ಣರಾದ ಎಲ್ಲಾ ಮಕ್ಕಳಿಗೆ ಅಭಿನಂದನೆಗಳು, ಇದಕ್ಕೆ ಕಾರಣರಾದ ಎಲ್ಲಾ ಶಿಕ್ಷಕ ವೃಂದದವರಿಗೆ ಹಾಗೂ ಶಾಲಾ ಶಿಕ್ಷಣ ಇಲಾಖೆ ಅಧಿಕಾರಿಗಳಿಗೂ ಅಭಿನಂದನೆ. ಎಸ್.ಎಸ್.ಎಲ್.ಸಿ ಪರೀಕ್ಷೆಗೆ ಸಾಕಷ್ಟು ಸಿದ್ಧತೆಗಳನ್ನು ನಡೆಸಿ, ಯಾವುದೇ ಅಡೆತಡೆ ಇಲ್ಲದಂತೆ ಪರೀಕ್ಷೆ ಯಶಸ್ವಿಯಾಗಿ ನಡೆಸಲಾಯಿತು. ಜಿಲ್ಲೆಗೆ ಉತ್ತಮ ಫಲಿತಾಂಶ ಬಂದಿರುವುದು ಸಂತಸ ತಂದಿದೆ.	[369, 101, 523, 175]
bullet-pak-war: ■ ಪಾಕ್ ವಿರುದ್ಧ ಯುದ್ಧಕ್ಕೆ ಸಿದ್ಧ: ಜಮೀರ್	[704, 1352, 920, 1365]
hanakasu-year-headline: ಹಣಕಾಸು ವರ್ಷದ ಸಾಧನೆ ಪ್ರಕಟ	[26, 1152, 163, 1166]
padmashri-headline-2: ಅವರಿಗೆ ಪದ್ಮಶ್ರೀ ಪ್ರಶಸ್ತಿ ಪ್ರದಾನ	[26, 348, 164, 364]
masthead-date: 03 ಮೇ 2025	[800, 43, 874, 57]
jilla-shankara-body: ಬೆಂ.ಗ್ರಾ.ಜಿಲ್ಲೆ: ಜಿಲ್ಲಾಡಳಿತ, ಜಿಲ್ಲಾ ಪಂಚಾಯತ್ ಹಾಗೂ ಕನ್ನಡ ಮತ್ತು ಸಂಸ್ಕೃತಿ ಇಲಾಖೆ ವತಿಯಿಂದ ಜಿಲ್ಲಾಡಳಿತ ಭವನದಲ್ಲಿ ಶ್ರೀ ಶಂಕರಾಚಾರ್ಯರ ಜಯಂತಿಯನ್ನು ಸರಳವಾಗಿ ಆಚರಿಸಲಾಯಿತು. ಅಪರ ಜಿಲ್ಲಾಧಿಕಾರಿ ಅವರು ಶಂಕರಾಚಾರ್ಯರ ಭಾವಚಿತ್ರಕ್ಕೆ ಪುಷ್ಪನಮನ ಸಲ್ಲಿಸಿ ಮಾತನಾಡಿದರು. ಭಾರತೀಯ ತತ್ವಶಾಸ್ತ್ರಕ್ಕೆ ಶಂಕರರ ಕೊಡುಗೆ ಅಪಾರ. ಕೇರಳದ ಕಾಲಡಿಯಲ್ಲಿ ಜನಿಸಿದ ಅವರು ದೇಶಾದ್ಯಂತ ಸಂಚರಿಸಿ ಧರ್ಮ ಜಾಗೃತಿ ಮೂಡಿಸಿದರು. ಅಧಿಕಾರಿಗಳು, ಸಿಬ್ಬಂದಿ ಹಾಗೂ ಸಮಾಜದ ಮುಖಂಡರು ಭಾಗವಹಿಸಿದ್ದರು. ಶೃಂಗೇರಿ, ದ್ವಾರಕಾ, ಪುರಿ ಹಾಗೂ ಬದರಿ ಪೀಠಗಳನ್ನು ಸ್ಥಾಪಿಸಿ ಸನಾತನ ಧರ್ಮ ಪುನರುಜ್ಜೀವನಗೊಳಿಸಿದರು. ಅವರ ಸ್ತೋತ್ರಗಳು, ಭಾಷ್ಯಗಳು ಇಂದಿಗೂ ಜ್ಞಾನದ ಭಂಡಾರವಾಗಿವೆ ಎಂದರು. ಕಾರ್ಯಕ್ರಮದಲ್ಲಿ ಜಿಲ್ಲಾ ಮಟ್ಟದ ಅಧಿಕಾರಿಗಳು, ಸಮುದಾಯದ ಮುಖಂಡರು ಉಪಸ್ಥಿತರಿದ್ದರು.	[254, 1312, 450, 1415]
shankara-body-2: ಪ್ರತಿಯೊಬ್ಬರೂ ಜಯಂತಿಯನ್ನು ಆಚರಿಸುವ ಮೂಲಕ ಅವರ ಆದರ್ಶಗಳನ್ನು ಪಾಲಿಸಬೇಕು. ಯುವ ಪೀಳಿಗೆ ಮಹನೀಯರ ಜೀವನ ಚರಿತ್ರೆ ಅರಿಯಬೇಕು. ಸಮಾಜದ ಮುಖಂಡರು ಹಾಗೂ ಸಮುದಾಯದ ಜನರು ಶಂಕರಾಚಾರ್ಯರ ಭಾವಚಿತ್ರಕ್ಕೆ ಪುಷ್ಪಾರ್ಚನೆ ಸಲ್ಲಿಸಿದರು. ಕಾರ್ಯಕ್ರಮದಲ್ಲಿ ಅಪರ ಜಿಲ್ಲಾಧಿಕಾರಿ, ಕನ್ನಡ ಮತ್ತು ಸಂಸ್ಕೃತಿ ಇಲಾಖೆಯ ಸಹಾಯಕ ನಿರ್ದೇಶಕರು, ಸಮಾಜದ ಮುಖಂಡರು, ಅಧಿಕಾರಿಗಳು ಭಾಗವಹಿಸಿದ್ದರು. ಸಂಗೀತ ಕಾರ್ಯಕ್ರಮ ನಡೆಯಿತು.	[540, 784, 696, 849]
neet-headline: ನಾಳೆ NEET ಪರೀಕ್ಷೆ: ಜಿಲ್ಲೆಯ ದೊಡ್ಡಬಳ್ಳಾಪುರ ತಾಲ್ಲೂಕಿನಲ್ಲಿ 4 ಪರೀಕ್ಷಾ ಕೇಂದ್ರ: ಡಿ.ಸಿ	[254, 942, 604, 956]
quote-ceo-author: – ಸಿ.ಇ.ಒ ಡಾ.ಕೆ.ಎನ್ ಅನುರಾಧ	[612, 225, 691, 234]
quote-box-ceo	[532, 98, 694, 244]
hanakasu-result-headline: ಹಣಕಾಸು ಫಲಿತಾಂಶ ಪ್ರಕಟ	[704, 356, 814, 370]
lead-col2: ನಗರ ಪ್ರದೇಶದ 8576 ವಿದ್ಯಾರ್ಥಿಗಳು ಪರೀಕ್ಷೆಗೆ ಹಾಜರಾಗಿ 6459 ವಿದ್ಯಾರ್ಥಿಗಳು ತೇರ್ಗಡೆಯಾಗುವ ಮೂಲಕ ಶೇ 75.31 ರಷ್ಟು ಫಲಿತಾಂಶ ದೊರೆತಿದೆ. ಗ್ರಾಮೀಣ ಪ್ರದೇಶದ 5067 ವಿದ್ಯಾರ್ಥಿಗಳು ಪರೀಕ್ಷೆಗೆ ಹಾಜರಾಗಿದ್ದು 3598 ವಿದ್ಯಾರ್ಥಿಗಳು ತೇರ್ಗಡೆಯಾಗುವ ಮೂಲಕ ಶೇ 71.00 ರಷ್ಟು ಫಲಿತಾಂಶ ಸಿಕ್ಕಿದೆ. ತಾಲ್ಲೂಕು ವಾರು ಫಲಿತಾಂಶ: ದೇವನಹಳ್ಳಿ ತಾಲ್ಲೂಕಿನಲ್ಲಿ 3255 ವಿದ್ಯಾರ್ಥಿಗಳು ಹಾಜರಾಗಿದ್ದು 2550 ವಿದ್ಯಾರ್ಥಿಗಳು ಉತ್ತೀರ್ಣರಾಗಿ ಶೇ. 78.34 ರಷ್ಟು ಫಲಿತಾಂಶ ಪಡೆದಿದ್ದಾರೆ. ದೊಡ್ಡಬಳ್ಳಾಪುರ ತಾಲ್ಲೂಕಿನಲ್ಲಿ 3654 ವಿದ್ಯಾರ್ಥಿಗಳು ಹಾಜರಾಗಿದ್ದು 2561 ವಿದ್ಯಾರ್ಥಿಗಳು ಉತ್ತೀರ್ಣರಾಗಿ ಶೇ. 70.08 ರಷ್ಟು ಫಲಿತಾಂಶ ಪಡೆದಿದ್ದಾರೆ. ಹೊಸಕೋಟೆ ತಾಲ್ಲೂಕಿನಲ್ಲಿ 3625 ವಿದ್ಯಾರ್ಥಿಗಳು	[210, 118, 362, 221]
nelamangala-lead: ಎಸ್.ಎಸ್.ಎಲ್.ಸಿ 2025ರ ಮಾರ್ಚ್ ಪರೀಕ್ಷೆಯ ಫಲಿತಾಂಶ ಪ್ರಕಟಗೊಂಡಿದ್ದು ತಾಲ್ಲೂಕು	[26, 756, 86, 793]
suvichara-author: ■ ಶ್ರೀನಿವಾಸ	[879, 313, 910, 323]
bullet-bank-branch: ■ ನಮ್ಮ ಎಲ್ಲ ಬ್ಯಾಂಕ್ ಶಾಖೆ	[544, 1200, 696, 1213]
padmashri-headline-1: ಪಂಡಿತ್ ರೋಣು ಮಜುಂದಾರ್	[26, 326, 167, 342]
suvichara-box	[704, 156, 918, 346]
exam-hall-photo	[90, 744, 248, 856]
nelamangala-headline-2: 73ರಷ್ಟು ಫಲಿತಾಂಶ	[26, 722, 111, 736]
bullet-shetty-body: ರಾಜ್ಯ ಸಚಿವ ಸಂಪುಟದಲ್ಲಿ ತಮ್ಮದೇ ಆದ ಪ್ರಭಾವ ಬೀರುತ್ತಿರುವ ಅವರು ಸಮುದಾಯಗಳ ಸಮಸ್ಯೆಗಳನ್ನು ಪರಿಹರಿಸಲು ಮುಂದಾಗಬೇಕು ಎಂದು ಮುಖಂಡರು ಒತ್ತಾಯಿಸಿದರು.	[544, 1338, 696, 1365]
suvichara-line-4: ನೆಸೆಸೋ ಪುರುಷೋಷ್ಠ – ಮೂರ್ಖ ಜ್ಞಾನಿನೇ !!	[712, 219, 817, 228]
chutuku-box	[700, 68, 922, 152]
chutuku-title: ಚುಟುಕು	[781, 71, 841, 84]
page-number: 4	[22, 16, 50, 63]
quote-box-dc	[366, 98, 526, 244]
raitha-body-2: ಮಾಡಬೇಕೆಂದು ಸಲಹೆ ನೀಡಿದರು. ರೈತ ಸಂಘದ ಪದಾಧಿಕಾರಿಗಳು ಯುವ ಘಟಕದ ಜವಾಬ್ದಾರಿ ವಹಿಸಿಕೊಂಡು ರೈತರ ಹಿತರಕ್ಷಣೆಗೆ ಶ್ರಮಿಸಬೇಕು. ಗ್ರಾಮೀಣ ಭಾಗದ ಯುವಕರು ಕೃಷಿಯತ್ತ ಆಕರ್ಷಿತರಾಗುವಂತೆ ಮಾಡಬೇಕು. ಹಸಿರು ಸೇನೆ ಸುದ್ದಿವಾಹಿನಿ ರೈತರ ಬದುಕಿನ ನೈಜ ಚಿತ್ರಣ ನೀಡಲಿದೆ. ವಿವಿಧ ಮಠಾಧೀಶರು, ಗಣ್ಯರು ಲೋಗೋ ಅನಾವರಣಗೊಳಿಸಿ ಶುಭ ಹಾರೈಸಿದರು. ಯುವ ರೈತರು, ಮಹಿಳಾ ಘಟಕದ ಸದಸ್ಯರು ಭಾಗವಹಿಸಿದ್ದರು. ರೈತ ಸಂಘದ ರಾಜ್ಯಾಧ್ಯಕ್ಷರು ಮಾತನಾಡಿ ಯುವ ಘಟಕದ ಕಾರ್ಯವನ್ನು ಶ್ಲಾಘಿಸಿದರು. ರೈತರ ಸಮಸ್ಯೆಗಳಿಗೆ ಪರಿಹಾರ ಕಂಡುಕೊಳ್ಳಲು ಸಂಘಟಿತ ಹೋರಾಟ ಅಗತ್ಯವಿದೆ ಎಂದರು. ಕಾರ್ಯಕ್ರಮದಲ್ಲಿ ಹಸಿರು ಸೇನೆಯ ಜಿಲ್ಲಾಧ್ಯಕ್ಷರು, ತಾಲ್ಲೂಕು ಅಧ್ಯಕ್ಷರು, ಪದಾಧಿಕಾರಿಗಳು ಉಪಸ್ಥಿತರಿದ್ದರು.	[404, 486, 696, 542]
bullet-bank-body: ನಂತರ ನಮ್ಮ ಬ್ಯಾಂಕ್ ಶಾಖೆಗಳಲ್ಲಿ ಒದಗಿಸಲಾಗುವ ಸೇವೆಗಳ ವಿವರ. 22 ದ ಪ್ರತಿಯೊಂದು ಶಾಖೆಯ ಗ್ರಾಹಕರಿಗೆ ಅನುಕೂಲ ಕಲ್ಪಿಸಲು ಕ್ರಮ ಕೈಗೊಳ್ಳಲಾಗುವುದು. ಇದರಿಂದ ಎಲ್ಲಾ ವರ್ಗದ ಜನರು ಲಾಭ ಪಡೆಯಬಹುದು ಎಂದು ತಿಳಿಸಿದರು.	[544, 1216, 696, 1253]
jilla-shankara-photo	[254, 1206, 450, 1310]
reliance-headline: ರಿಲ್ಯಾನ್ಸ್ ಈಗ ಇನ್ಸ್ಟಾಮಾರ್ಟ್‌ನಲ್ಲಿ ಲಭ್ಯ	[704, 1012, 862, 1026]
lead-headline: ಎಸ್ ಎಸ್ ಎಲ್ ಸಿ ಪರೀಕ್ಷೆಯಲ್ಲಿ ಶೇ. 73.71% ರಷ್ಟು ಫಲಿತಾಂಶ: ಜಿಲ್ಲೆಗೆ 9ನೇ ಸ್ಥಾನ	[26, 68, 585, 90]
jilla-shankara-headline: ಜಿಲ್ಲಾಡಳಿತಭವನದಲ್ಲಿ ಶ್ರೀ ಶಂಕರಾಚಾರ್ಯರ ಜಯಂತಿ ಆಚರಣೆ	[254, 1184, 493, 1197]
